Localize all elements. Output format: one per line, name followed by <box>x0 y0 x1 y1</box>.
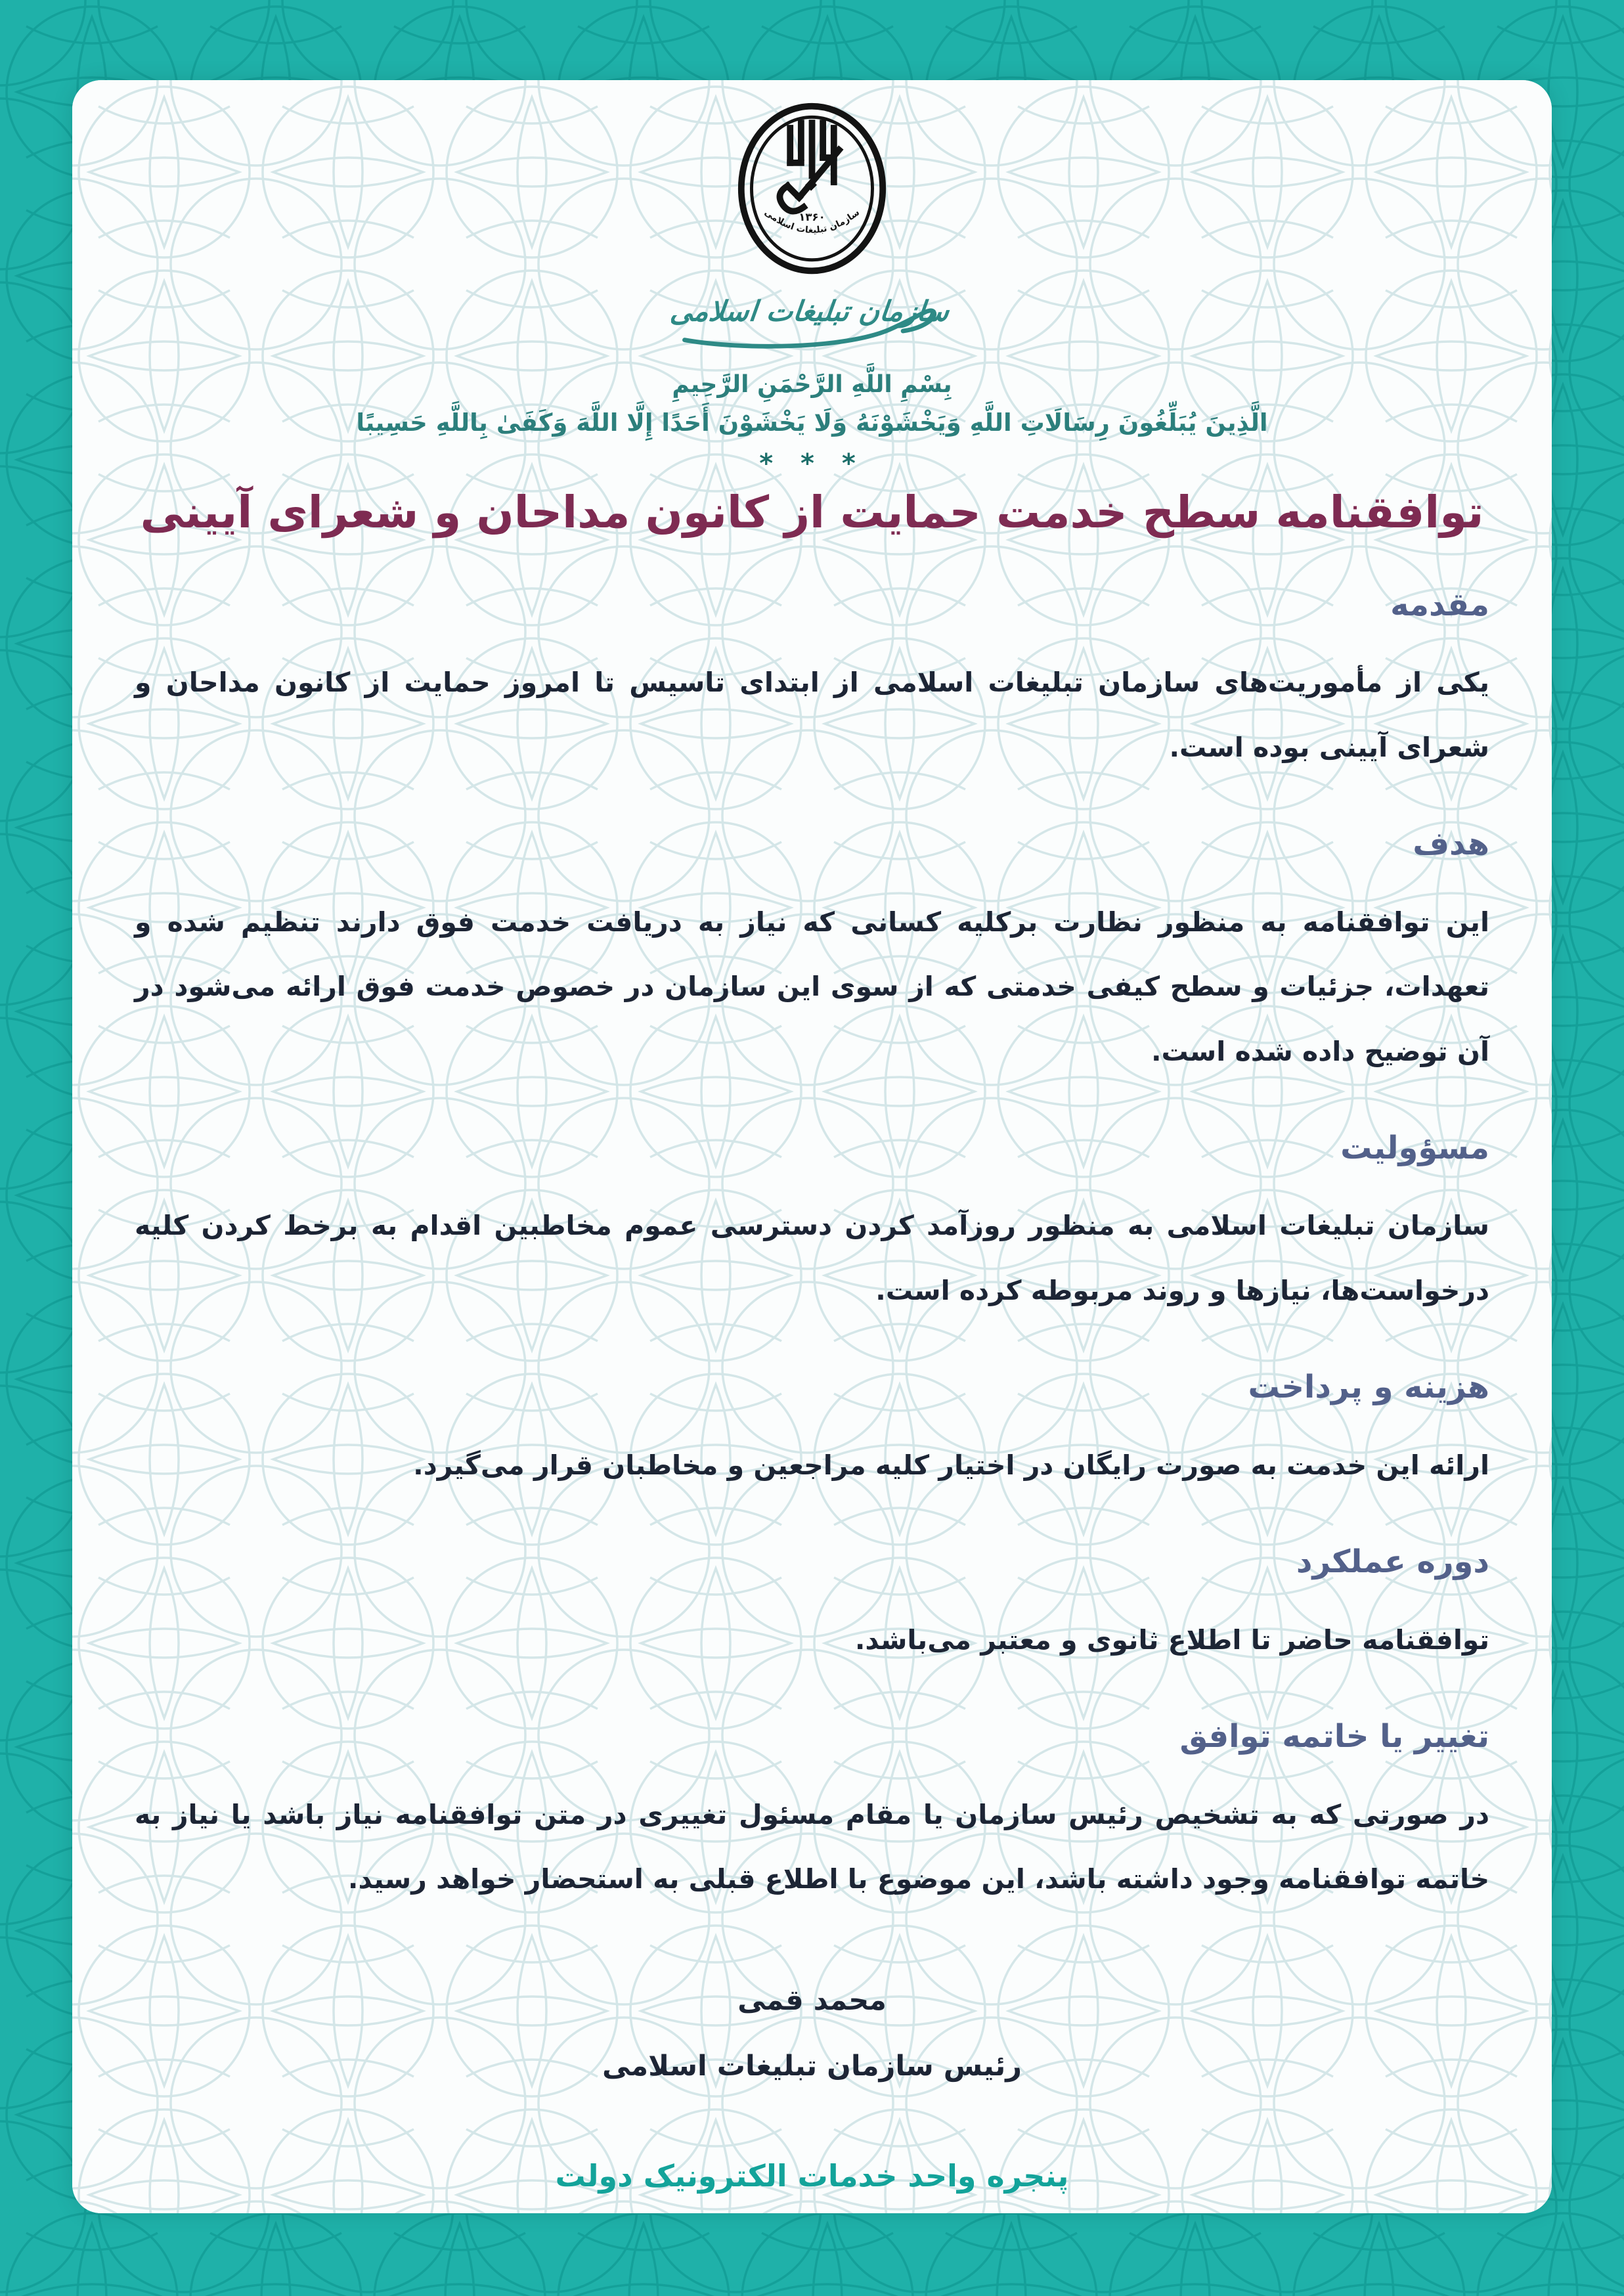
logo-year: ۱۳۶۰ <box>799 211 825 224</box>
kufic-allah-monogram <box>779 123 839 211</box>
section-heading: دوره عملکرد <box>1296 1543 1489 1581</box>
calligraphy-text: سازمان تبلیغات اسلامی <box>670 295 951 328</box>
calligraphy-graphic <box>671 285 954 355</box>
section-goal <box>135 826 1489 1084</box>
organization-emblem <box>735 97 889 284</box>
bismillah-text: بِسْمِ اللَّهِ الرَّحْمَنِ الرَّحِيمِ <box>672 371 952 398</box>
section-body: توافقنامه حاضر تا اطلاع ثانوی و معتبر می‌باشد. <box>854 1623 1489 1656</box>
section-heading: هدف <box>1413 826 1489 863</box>
separator-stars: * * * <box>759 449 865 479</box>
document-title: توافقنامه سطح خدمت حمایت از کانون مداحان و شعرای آیینی <box>140 487 1484 538</box>
section-cost-and-payment <box>135 1369 1489 1497</box>
document-content <box>72 80 1552 2083</box>
section-change-or-termination <box>135 1718 1489 1911</box>
section-body: در صورتی که به تشخیص رئیس سازمان یا مقام مسئول تغییری در متن توافقنامه نیاز باشد یا نیاز به خاتمه توافقنامه وجود داشته باشد، این موضوع با اطلاع قبلی به استحضار خواهد رسید. <box>135 1798 1489 1895</box>
section-body: یکی از مأموریت‌های سازمان تبلیغات اسلامی از ابتدای تاسیس تا امروز حمایت از کانون مداحان و شعرای آیینی بوده است. <box>135 667 1489 763</box>
sections <box>135 586 1489 1912</box>
section-responsibility <box>135 1130 1489 1323</box>
section-heading: مسؤولیت <box>1340 1129 1489 1166</box>
section-body: ارائه این خدمت به صورت رایگان در اختیار کلیه مراجعین و مخاطبان قرار می‌گیرد. <box>413 1449 1489 1481</box>
emblem-ring-label: سازمان تبلیغات اسلامی <box>762 207 862 236</box>
quran-verse: الَّذِينَ يُبَلِّغُونَ رِسَالَاتِ اللَّهِ وَيَخْشَوْنَهُ وَلَا يَخْشَوْنَ أَحَدًا إِلَّا اللَّهَ وَكَفَىٰ بِاللَّهِ حَسِيبًا <box>356 408 1268 437</box>
section-heading: تغییر یا خاتمه توافق <box>1179 1718 1489 1755</box>
logo-block <box>135 97 1489 358</box>
section-heading: مقدمه <box>1390 586 1489 623</box>
document-card <box>72 80 1552 2213</box>
section-body: این توافقنامه به منظور نظارت برکلیه کسانی که نیاز به دریافت خدمت فوق دارند تنظیم شده و تعهدات، جزئیات و سطح کیفی خدمتی که از سوی این سازمان در خصوص خدمت فوق ارائه می‌شود در آن توضیح داده شده است. <box>135 906 1489 1067</box>
section-heading: هزینه و پرداخت <box>1248 1369 1489 1406</box>
section-introduction <box>135 586 1489 780</box>
section-body: سازمان تبلیغات اسلامی به منظور روزآمد کردن دسترسی عموم مخاطبین اقدام به برخط کردن کلیه درخواست‌ها، نیازها و روند مربوطه کرده است. <box>135 1210 1489 1306</box>
signatory-role: رئیس سازمان تبلیغات اسلامی <box>602 2049 1022 2083</box>
signatory-name: محمد قمی <box>737 1983 887 2017</box>
footer-label: پنجره واحد خدمات الکترونیک دولت <box>555 2158 1069 2194</box>
organization-calligraphy <box>135 285 1489 358</box>
signature-block <box>135 1984 1489 2083</box>
section-performance-period <box>135 1543 1489 1672</box>
